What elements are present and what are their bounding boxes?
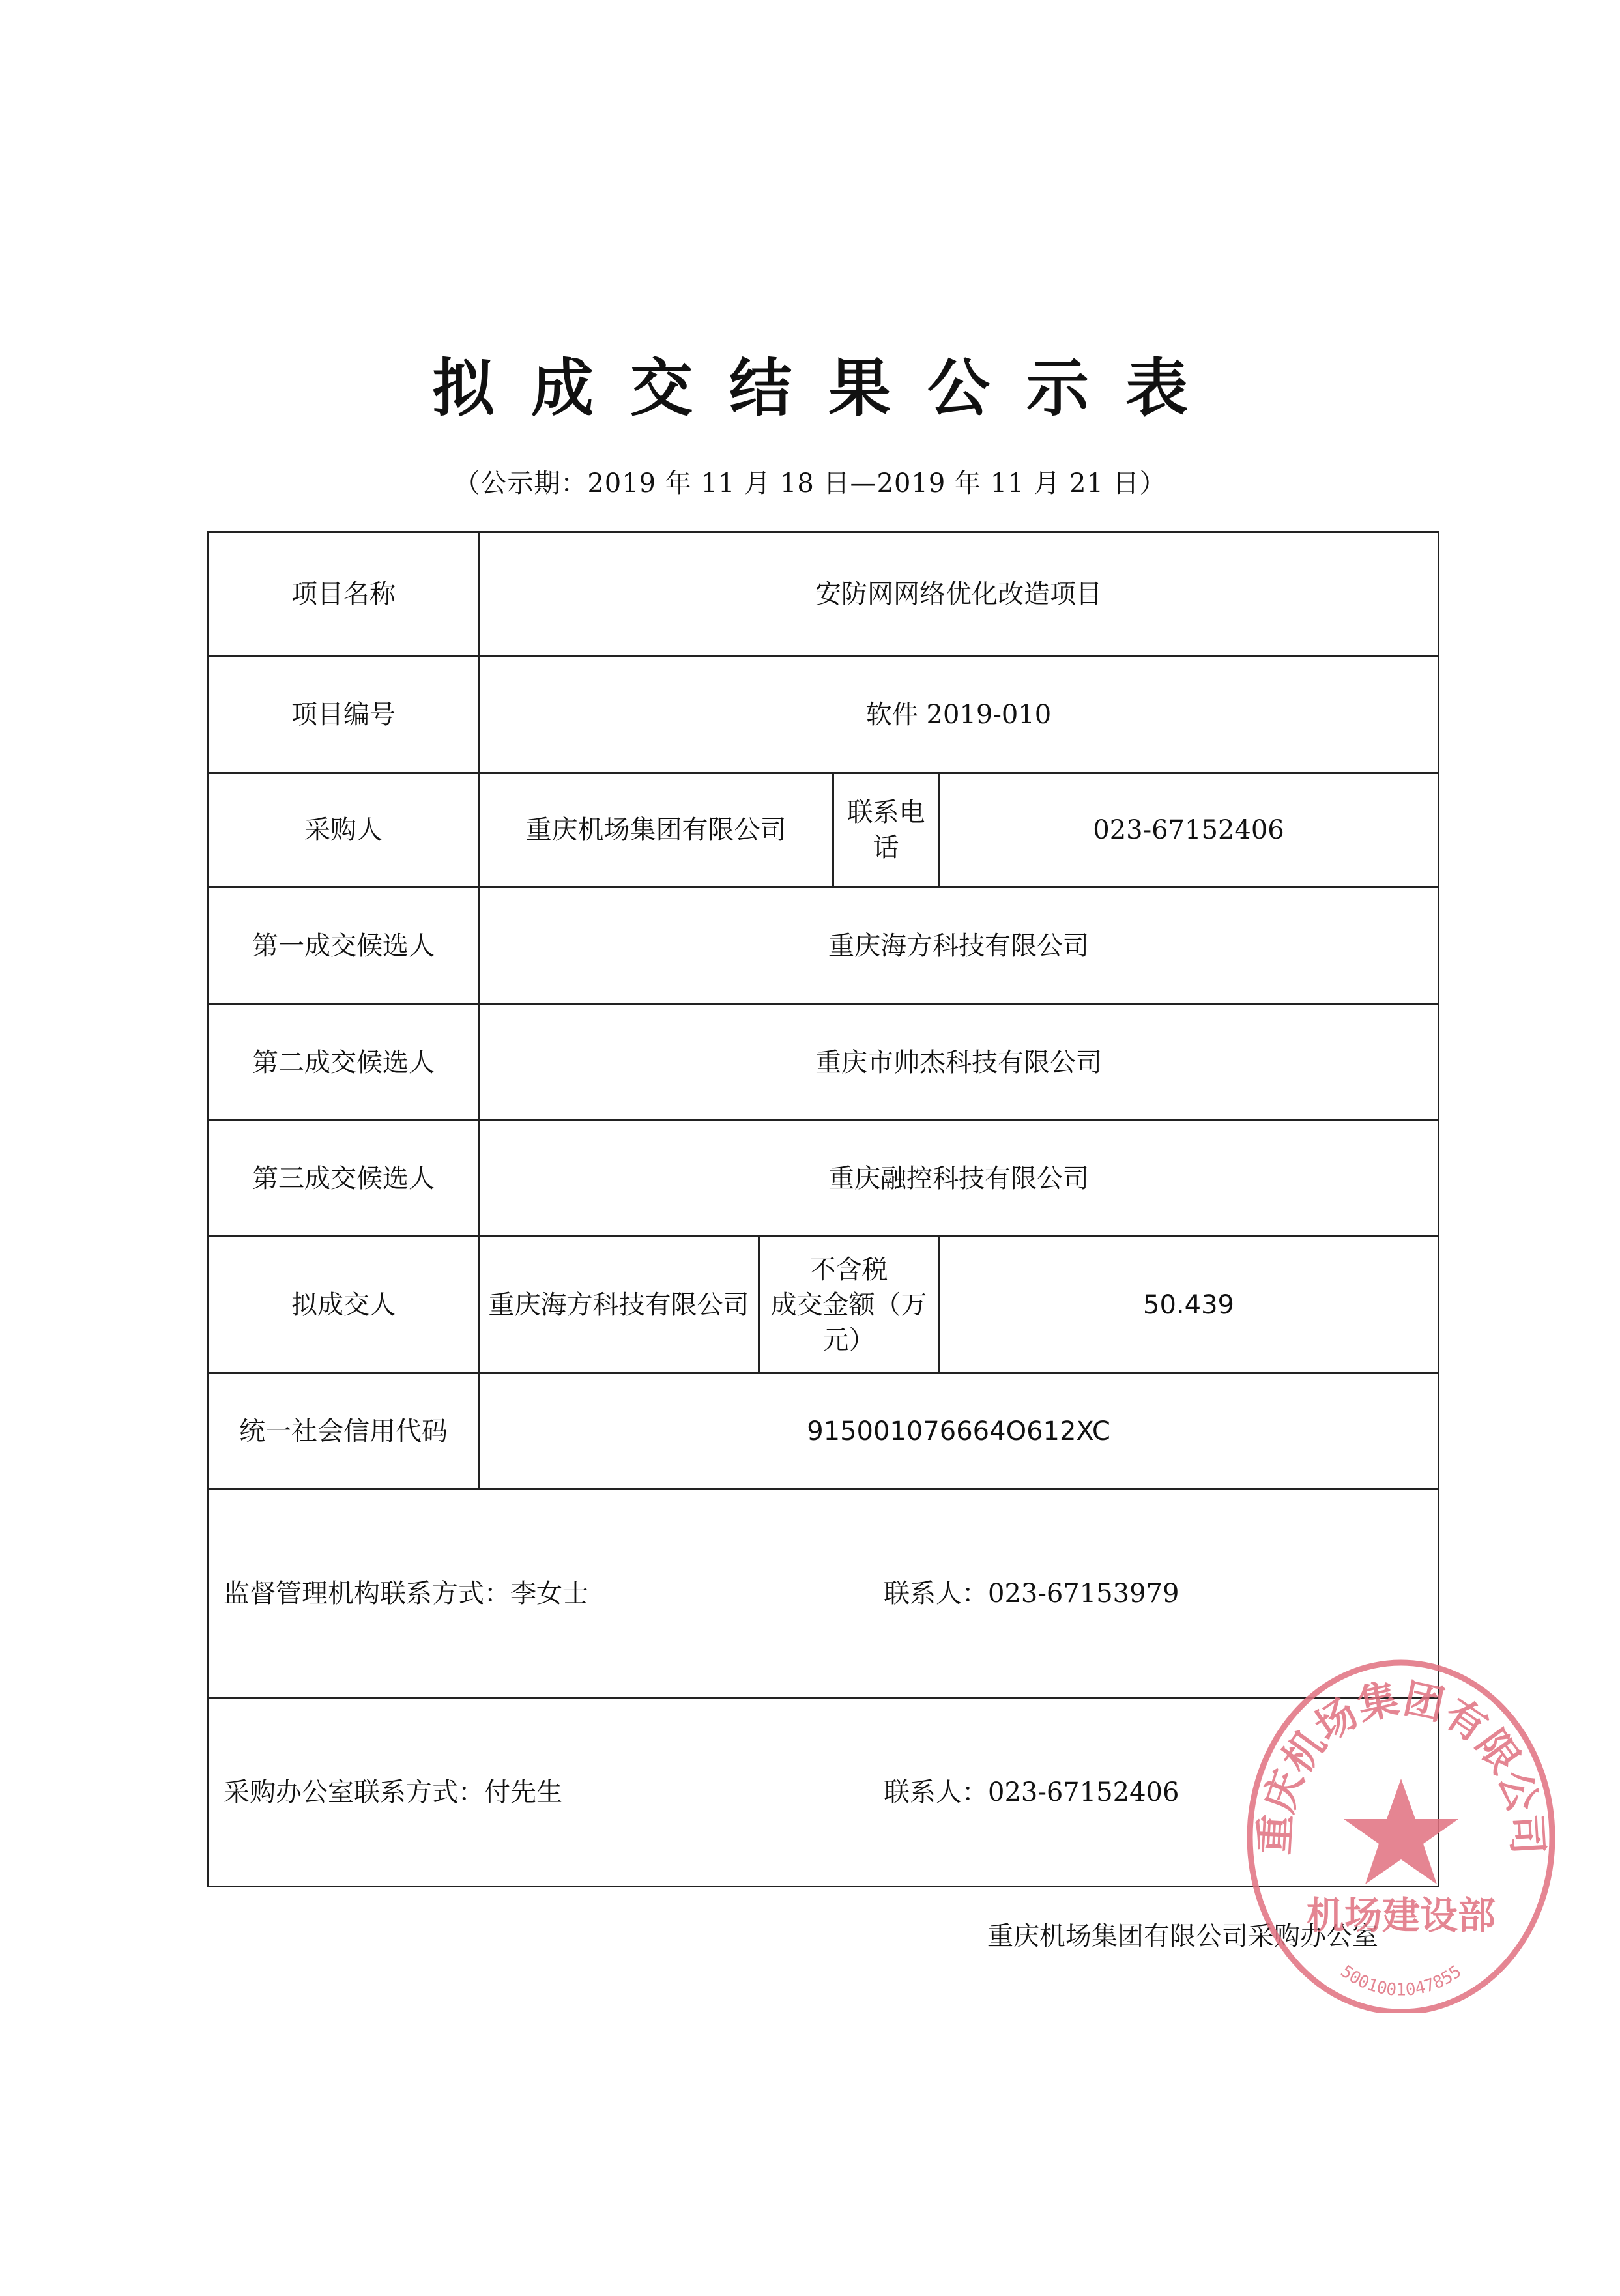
svg-text:5001001047855 xyxy=(1337,1962,1466,2000)
supervision-phone: 联系人：023-67153979 xyxy=(884,1578,1179,1609)
project-name-value: 安防网网络优化改造项目 xyxy=(479,532,1439,656)
amount-value: 50.439 xyxy=(939,1237,1439,1373)
winner-value: 重庆海方科技有限公司 xyxy=(479,1237,759,1373)
amount-label-line2: 成交金额（万元） xyxy=(770,1289,927,1355)
winner-label: 拟成交人 xyxy=(209,1237,479,1373)
candidate3-value: 重庆融控科技有限公司 xyxy=(479,1121,1439,1237)
table-row xyxy=(209,1121,1439,1237)
project-no-value: 软件 2019-010 xyxy=(479,656,1439,773)
page-title: 拟成交结果公示表 xyxy=(432,352,1224,425)
purchaser-value: 重庆机场集团有限公司 xyxy=(479,773,833,887)
footer-signature: 重庆机场集团有限公司采购办公室 xyxy=(987,1921,1378,1951)
company-seal-icon xyxy=(1238,1648,1564,2013)
amount-label-line1: 不含税 xyxy=(809,1254,888,1285)
table-row xyxy=(209,1005,1439,1121)
candidate1-value: 重庆海方科技有限公司 xyxy=(479,887,1439,1005)
credit-code-label: 统一社会信用代码 xyxy=(209,1373,479,1489)
table-row xyxy=(209,532,1439,656)
seal-top-text: 重庆机场集团有限公司 xyxy=(1250,1674,1552,1856)
purchaser-label: 采购人 xyxy=(209,773,479,887)
publicity-period: （公示期：2019 年 11 月 18 日—2019 年 11 月 21 日） xyxy=(454,468,1166,498)
supervision-text: 监督管理机构联系方式：李女士 xyxy=(224,1578,588,1609)
procurement-phone: 联系人：023-67152406 xyxy=(884,1777,1179,1807)
credit-code-value: 915001076664O612XC xyxy=(479,1373,1439,1489)
phone-label: 联系电话 xyxy=(833,773,939,887)
table-row xyxy=(209,773,1439,887)
table-row xyxy=(209,1373,1439,1489)
phone-value: 023-67152406 xyxy=(939,773,1439,887)
table-row xyxy=(209,887,1439,1005)
amount-label xyxy=(759,1237,939,1373)
project-name-label: 项目名称 xyxy=(209,532,479,656)
project-no-label: 项目编号 xyxy=(209,656,479,773)
table-row xyxy=(209,1237,1439,1373)
candidate2-label: 第二成交候选人 xyxy=(209,1005,479,1121)
seal-number-text: 5001001047855 xyxy=(1337,1962,1466,2000)
candidate3-label: 第三成交候选人 xyxy=(209,1121,479,1237)
candidate1-label: 第一成交候选人 xyxy=(209,887,479,1005)
procurement-text: 采购办公室联系方式：付先生 xyxy=(224,1777,562,1807)
table-row xyxy=(209,656,1439,773)
candidate2-value: 重庆市帅杰科技有限公司 xyxy=(479,1005,1439,1121)
seal-bottom-text: 机场建设部 xyxy=(1306,1893,1496,1938)
